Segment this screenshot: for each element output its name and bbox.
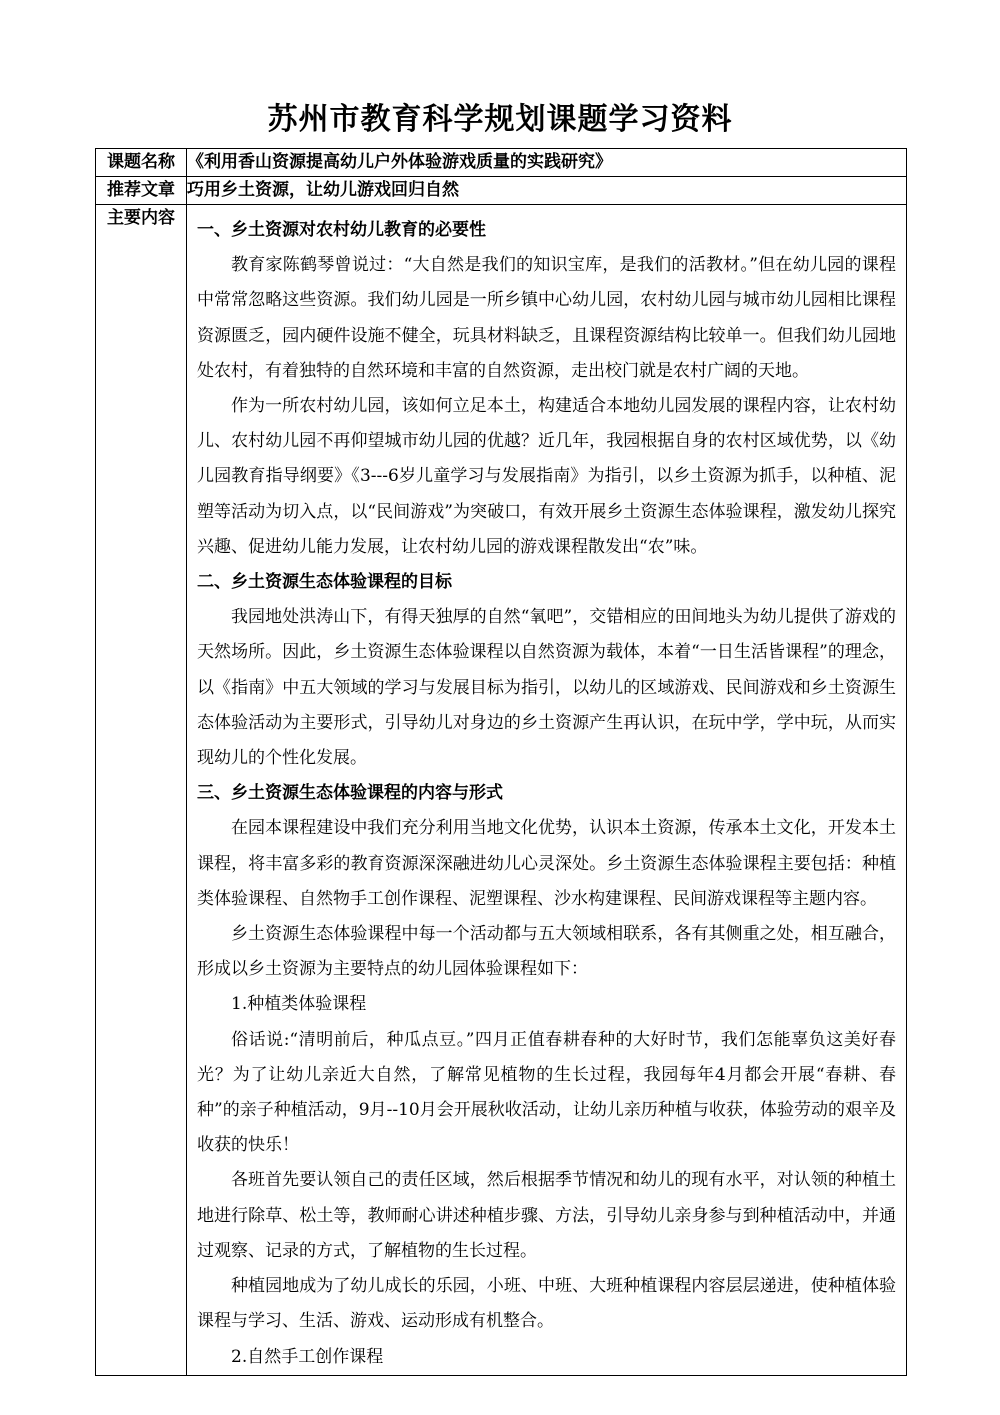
body-paragraph: 在园本课程建设中我们充分利用当地文化优势，认识本土资源，传承本土文化，开发本土课程，将丰富多彩的教育资源深深融进幼儿心灵深处。乡土资源生态体验课程主要包括：种植类体验课程、自然物手工创作课程、泥塑课程、沙水构建课程、民间游戏课程等主题内容。	[197, 818, 896, 909]
topic-value: 《利用香山资源提高幼儿户外体验游戏质量的实践研究》	[187, 149, 907, 177]
article-label: 推荐文章	[96, 177, 187, 205]
info-table	[95, 148, 907, 1376]
content-body	[187, 205, 906, 1375]
body-paragraph: 我园地处洪涛山下，有得天独厚的自然“氧吧”，交错相应的田间地头为幼儿提供了游戏的天然场所。因此，乡土资源生态体验课程以自然资源为载体，本着“一日生活皆课程”的理念，以《指南》中五大领域的学习与发展目标为指引，以幼儿的区域游戏、民间游戏和乡土资源生态体验活动为主要形式，引导幼儿对身边的乡土资源产生再认识，在玩中学，学中玩，从而实现幼儿的个性化发展。	[197, 607, 896, 769]
section-heading: 一、乡土资源对农村幼儿教育的必要性	[197, 220, 486, 240]
body-paragraph: 俗话说:“清明前后，种瓜点豆。”四月正值春耕春种的大好时节，我们怎能辜负这美好春光？为了让幼儿亲近大自然，了解常见植物的生长过程，我园每年4月都会开展“春耕、春种”的亲子种植活动，9月--10月会开展秋收活动，让幼儿亲历种植与收获，体验劳动的艰辛及收获的快乐！	[197, 1029, 896, 1156]
subsection-heading: 2.自然手工创作课程	[231, 1346, 384, 1367]
body-paragraph: 教育家陈鹤琴曾说过：“大自然是我们的知识宝库，是我们的活教材。”但在幼儿园的课程中常常忽略这些资源。我们幼儿园是一所乡镇中心幼儿园，农村幼儿园与城市幼儿园相比课程资源匮乏，园内硬件设施不健全，玩具材料缺乏，且课程资源结构比较单一。但我们幼儿园地处农村，有着独特的自然环境和丰富的自然资源，走出校门就是农村广阔的天地。	[197, 255, 896, 381]
article-value: 巧用乡土资源，让幼儿游戏回归自然	[187, 177, 907, 205]
content-cell	[187, 205, 907, 1376]
document-title: 苏州市教育科学规划课题学习资料	[267, 102, 733, 137]
body-paragraph: 种植园地成为了幼儿成长的乐园，小班、中班、大班种植课程内容层层递进，使种植体验课程与学习、生活、游戏、运动形成有机整合。	[197, 1276, 896, 1332]
topic-label: 课题名称	[96, 149, 187, 177]
topic-row	[96, 149, 907, 177]
subsection-heading: 1.种植类体验课程	[231, 994, 367, 1015]
section-heading: 二、乡土资源生态体验课程的目标	[197, 572, 452, 593]
content-row	[96, 205, 907, 1376]
body-paragraph: 作为一所农村幼儿园，该如何立足本土，构建适合本地幼儿园发展的课程内容，让农村幼儿、农村幼儿园不再仰望城市幼儿园的优越？近几年，我园根据自身的农村区域优势，以《幼儿园教育指导纲要》《3---6岁儿童学习与发展指南》为指引，以乡土资源为抓手，以种植、泥塑等活动为切入点，以“民间游戏”为突破口，有效开展乡土资源生态体验课程，激发幼儿探究兴趣、促进幼儿能力发展，让农村幼儿园的游戏课程散发出“农”味。	[197, 396, 896, 557]
body-paragraph: 乡土资源生态体验课程中每一个活动都与五大领域相联系，各有其侧重之处，相互融合，形成以乡土资源为主要特点的幼儿园体验课程如下：	[197, 924, 896, 980]
article-row	[96, 177, 907, 205]
body-paragraph: 各班首先要认领自己的责任区域，然后根据季节情况和幼儿的现有水平，对认领的种植土地进行除草、松土等，教师耐心讲述种植步骤、方法，引导幼儿亲身参与到种植活动中，并通过观察、记录的方式，了解植物的生长过程。	[197, 1170, 896, 1261]
content-label: 主要内容	[96, 205, 187, 1376]
section-heading: 三、乡土资源生态体验课程的内容与形式	[197, 783, 503, 804]
